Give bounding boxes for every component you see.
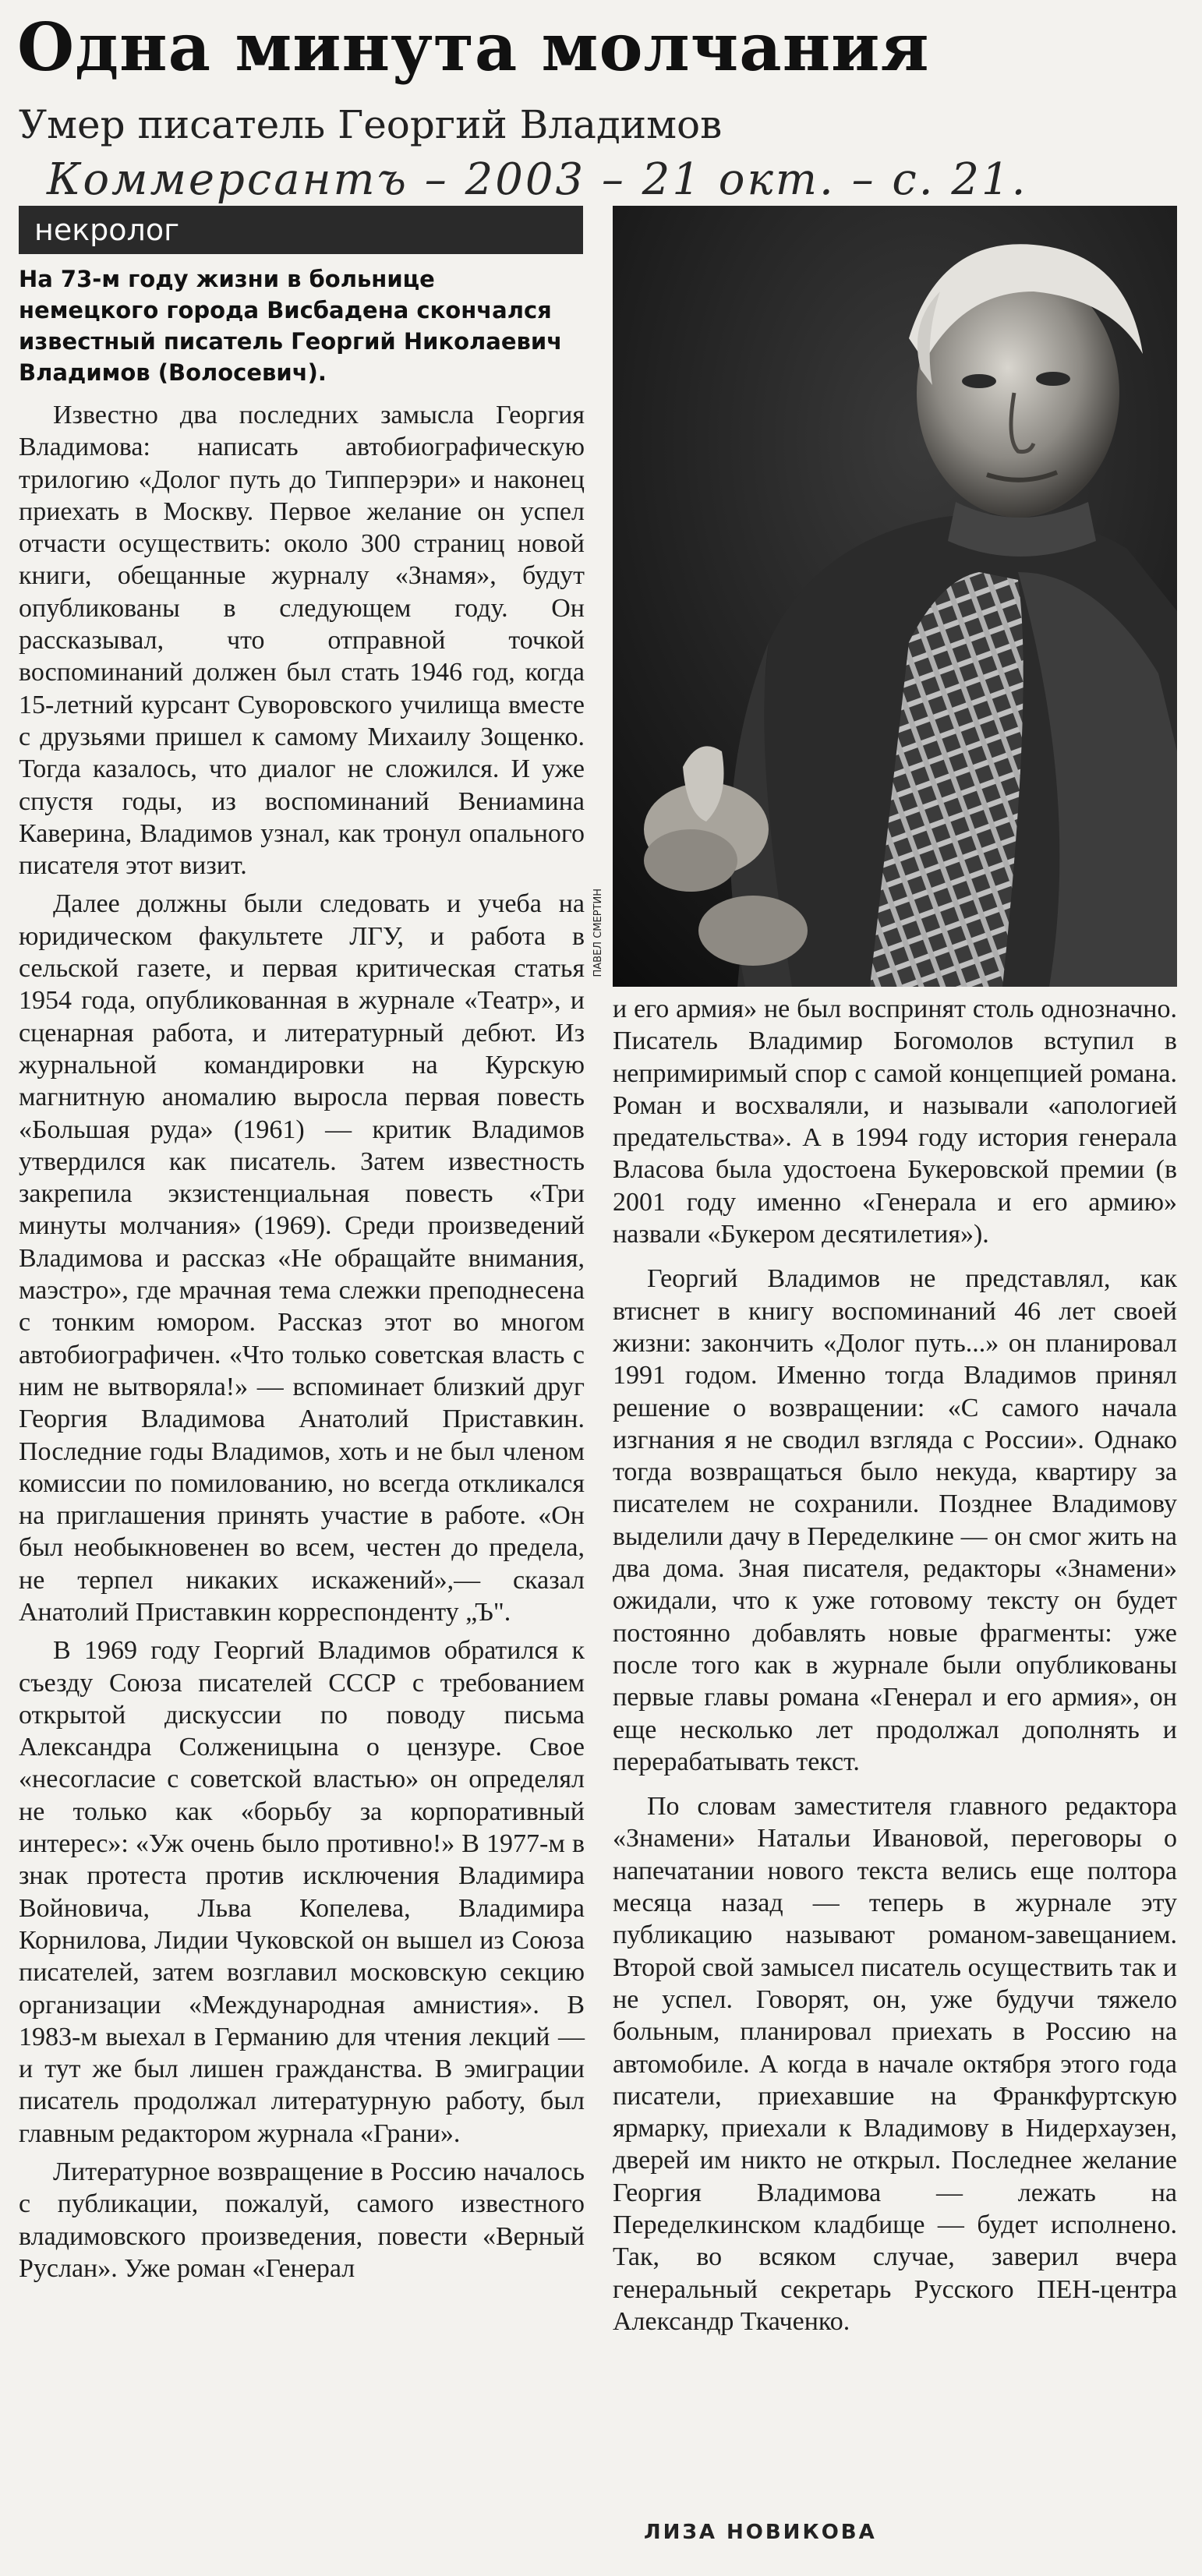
lead-paragraph: На 73-м году жизни в больнице немецкого города Висбадена скончался известный писатель Георгий Николаевич Владимов (Волосевич). <box>19 266 563 386</box>
photo-credit: ПАВЕЛ СМЕРТИН <box>592 889 604 977</box>
subheadline: Умер писатель Георгий Владимов <box>19 102 723 147</box>
article-paragraph: Далее должны были следовать и учеба на юридическом факультете ЛГУ, и работа в сельской газете, и первая критическая статья 1954 года, опубликованная в журнале «Театр», и сценарная работа, и литературный дебют. Из журнальной командировки на Курскую магнитную аномалию выросла первая повесть «Большая руда» (1961) — критик Владимов утвердился как писатель. Затем известность закрепила экзистенциальная повесть «Три минуты молчания» (1969). Среди произведений Владимова и рассказ «Не обращайте внимания, маэстро», где мрачная тема слежки преподнесена с тонким юмором. Рассказ этот во многом автобиографичен. «Что только советская власть с ним не вытворяла!» — вспоминает близкий друг Георгия Владимова Анатолий Приставкин. Последние годы Владимов, хоть и не был членом комиссии по помилованию, но всегда откликался на приглашения принять участие в работе. «Он был необыкновенен во всем, честен до предела, не терпел никаких искажений»,— сказал Анатолий Приставкин корреспонденту „Ъ". <box>19 889 585 1627</box>
article-column-left <box>19 399 585 2284</box>
author-byline: ЛИЗА НОВИКОВА <box>644 2521 877 2544</box>
article-paragraph: Известно два последних замысла Георгия Владимова: написать автобиографическую трилогию «Долог путь до Типперэри» и наконец приехать в Москву. Первое желание он успел отчасти осуществить: около 300 страниц новой книги, обещанные журналу «Знамя», будут опубликованы в следующем году. Он рассказывал, что отправной точкой воспоминаний должен был стать 1946 год, когда 15-летний курсант Суворовского училища вместе с друзьями пришел к самому Михаилу Зощенко. Тогда казалось, что диалог не сложился. И уже спустя годы, из воспоминаний Вениамина Каверина, Владимов узнал, как тронул опального писателя этот визит. <box>19 401 585 881</box>
portrait-illustration <box>613 206 1177 987</box>
article-paragraph: Литературное возвращение в Россию началось с публикации, пожалуй, самого известного владимовского произведения, повести «Верный Руслан». Уже роман «Генерал <box>19 2157 585 2283</box>
article-paragraph: Георгий Владимов не представлял, как втиснет в книгу воспоминаний 46 лет своей жизни: закончить «Долог путь...» он планировал 1991 годом. Именно тогда Владимов принял решение о возвращении: «С самого начала изгнания я не сводил взгляда с России». Однако тогда возвращаться было некуда, квартиру за писателем не сохранили. Позднее Владимову выделили дачу в Переделкине — он смог жить на два дома. Зная писателя, редакторы «Знамени» ожидали, что к уже готовому тексту он будет постоянно добавлять новые фрагменты: уже после того как в журнале были опубликованы первые главы романа «Генерал и его армия», он еще несколько лет продолжал дополнять и перерабатывать текст. <box>613 1264 1177 1776</box>
article-column-right <box>613 993 1177 2337</box>
article-paragraph: и его армия» не был воспринят столь однозначно. Писатель Владимир Богомолов вступил в непримиримый спор с самой концепцией романа. Роман и восхваляли, и называли «апологией предательства». А в 1994 году история генерала Власова была удостоена Букеровской премии (в 2001 году именно «Генерала и его армию» назвали «Букером десятилетия»). <box>613 995 1177 1249</box>
section-rubric: некролог <box>19 206 583 254</box>
handwritten-source-note: Коммерсантъ – 2003 – 21 окт. – с. 21. <box>47 154 1028 205</box>
portrait-photo <box>613 206 1177 987</box>
article-paragraph: В 1969 году Георгий Владимов обратился к съезду Союза писателей СССР с требованием открытой дискуссии по поводу письма Александра Солженицына о цензуре. Свое «несогласие с советской властью» он определял не только как «борьбу за корпоративный интерес»: «Уж очень было противно!» В 1977-м в знак протеста против исключения Владимира Войновича, Льва Копелева, Владимира Корнилова, Лидии Чуковской он вышел из Союза писателей, затем возглавил московскую секцию организации «Международная амнистия». В 1983-м выехал в Германию для чтения лекций — и тут же был лишен гражданства. В эмиграции писатель продолжал литературную работу, был главным редактором журнала «Грани». <box>19 1636 585 2148</box>
article-paragraph: По словам заместителя главного редактора «Знамени» Натальи Ивановой, переговоры о напечатании нового текста велись еще полтора месяца назад — теперь в журнале эту публикацию называют романом-завещанием. Второй свой замысел писатель осуществить так и не успел. Говорят, он, уже будучи тяжело больным, планировал приехать в Россию на автомобиле. А когда в начале октября этого года писатели, приехавшие на Франкфуртскую ярмарку, приехали к Владимову в Нидерхаузен, дверей им никто не открыл. Последнее желание Георгия Владимова — лежать на Переделкинском кладбище — будет исполнено. Так, во всяком случае, заверил вчера генеральный секретарь Русского ПЕН-центра Александр Ткаченко. <box>613 1792 1177 2336</box>
headline: Одна минута молчания <box>17 9 930 86</box>
